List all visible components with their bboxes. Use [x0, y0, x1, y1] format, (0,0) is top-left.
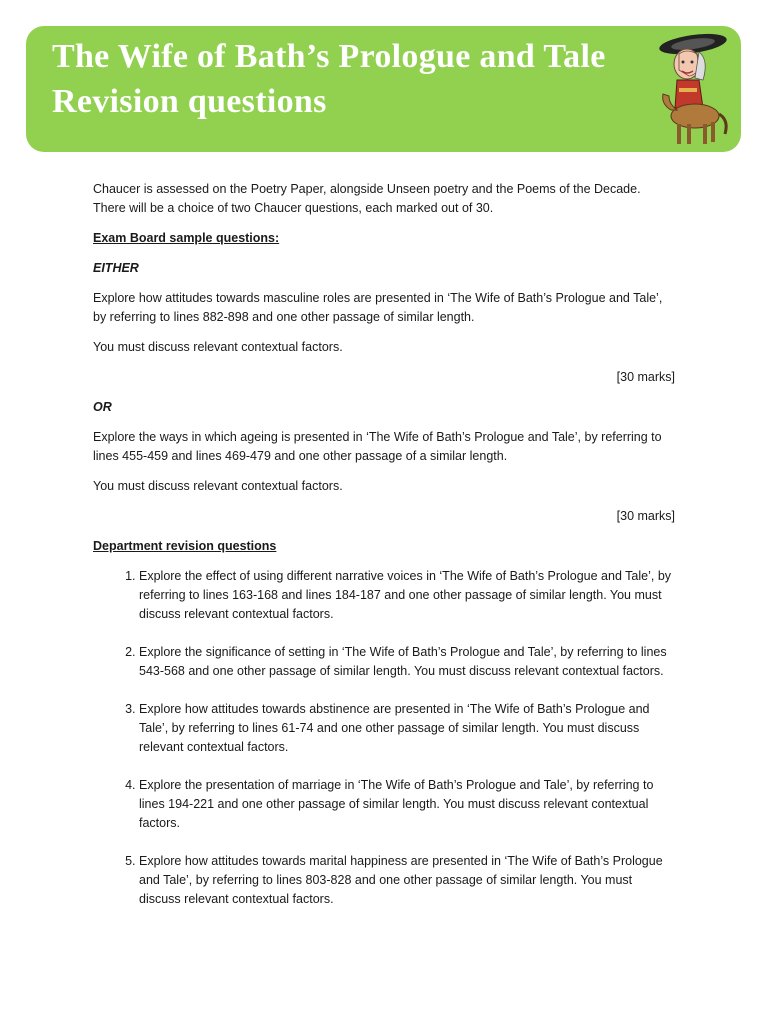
exam-question-1: Explore how attitudes towards masculine roles are presented in ‘The Wife of Bath’s Prologue and Tale’, by referring to lines 882-898 and one other passage of similar length. — [93, 291, 663, 324]
list-item: 4. Explore the presentation of marriage in ‘The Wife of Bath’s Prologue and Tale’, by referring to lines 194-221 and one other passage of similar length. You must discuss relevant contextual factors. — [139, 776, 675, 833]
page-title — [52, 34, 624, 124]
list-item: 2. Explore the significance of setting in ‘The Wife of Bath’s Prologue and Tale’, by referring to lines 543-568 and one other passage of similar length. You must discuss relevant contextual factors. — [139, 643, 675, 681]
exam-question-1-marks: [30 marks] — [616, 370, 675, 384]
exam-question-1-note: You must discuss relevant contextual factors. — [93, 340, 343, 354]
exam-question-2-note: You must discuss relevant contextual factors. — [93, 479, 343, 493]
list-item: 5. Explore how attitudes towards marital happiness are presented in ‘The Wife of Bath’s Prologue and Tale’, by referring to lines 803-828 and one other passage of similar length. You must discuss relevant contextual factors. — [139, 852, 675, 909]
title-text: The Wife of Bath’s Prologue and Tale — [52, 38, 606, 75]
intro-paragraph: Chaucer is assessed on the Poetry Paper, alongside Unseen poetry and the Poems of the Decade. There will be a choice of two Chaucer questions, each marked out of 30. — [93, 182, 641, 215]
header-banner — [26, 26, 741, 152]
document-body — [93, 180, 675, 928]
subtitle-text: Revision questions — [52, 83, 327, 120]
or-label: OR — [93, 400, 112, 414]
exam-board-heading: Exam Board sample questions: — [93, 231, 280, 245]
exam-question-2-marks: [30 marks] — [616, 509, 675, 523]
list-item: 3. Explore how attitudes towards abstinence are presented in ‘The Wife of Bath’s Prologue and Tale’, by referring to lines 61-74 and one other passage of similar length. You must discuss relevant contextual factors. — [139, 700, 675, 757]
department-heading: Department revision questions — [93, 539, 277, 553]
wife-of-bath-illustration — [649, 30, 737, 150]
department-questions-list — [93, 567, 675, 909]
exam-question-2: Explore the ways in which ageing is presented in ‘The Wife of Bath’s Prologue and Tale’, by referring to lines 455-459 and lines 469-479 and one other passage of a similar length. — [93, 430, 662, 463]
list-item: 1. Explore the effect of using different narrative voices in ‘The Wife of Bath’s Prologue and Tale’, by referring to lines 163-168 and lines 184-187 and one other passage of similar length. You must discuss relevant contextual factors. — [139, 567, 675, 624]
either-label: EITHER — [93, 261, 139, 275]
